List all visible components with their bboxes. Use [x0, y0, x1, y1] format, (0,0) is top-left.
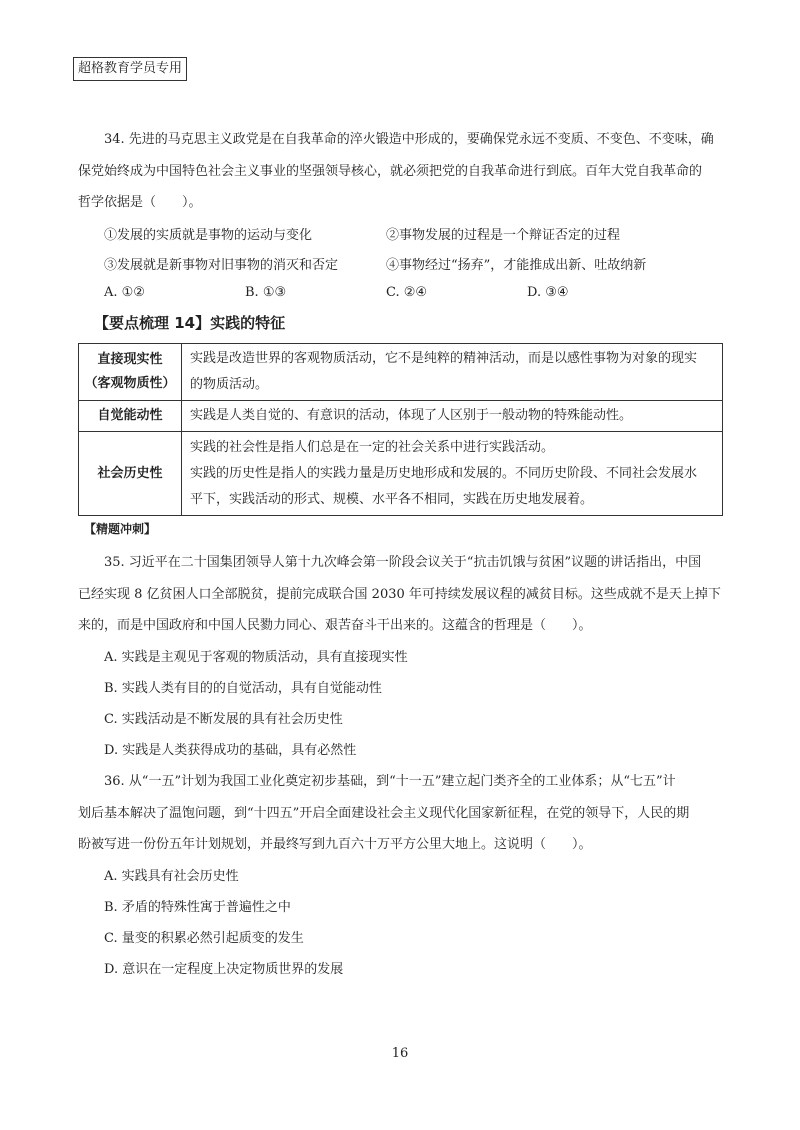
section-title: 【要点梳理 14】实践的特征: [94, 314, 286, 332]
q36-line-3: 盼被写进一份份五年计划规划，并最终写到九百六十万平方公里大地上。这说明（ ）。: [78, 837, 592, 852]
table-value-cell: [182, 401, 723, 432]
table-key-label: 自觉能动性: [97, 408, 163, 423]
q34-line-2: 保党始终成为中国特色社会主义事业的坚强领导核心，就必须把党的自我革命进行到底。百年大党自我革命的: [78, 164, 703, 179]
q35-option-d: D. 实践是人类获得成功的基础，具有必然性: [104, 743, 357, 758]
q36-option-c: C. 量变的积累必然引起质变的发生: [104, 931, 304, 946]
q34-line-3: 哲学依据是（ ）。: [78, 195, 202, 210]
q35-option-c: C. 实践活动是不断发展的具有社会历史性: [104, 712, 343, 727]
q36-option-d: D. 意识在一定程度上决定物质世界的发展: [104, 962, 344, 977]
q34-item-4: ④事物经过“扬弃”，才能推成出新、吐故纳新: [386, 258, 647, 273]
table-value-cell: [182, 344, 723, 401]
q35-option-a: A. 实践是主观见于客观的物质活动，具有直接现实性: [104, 650, 408, 665]
q34-option-c: C. ②④: [386, 285, 428, 300]
table-value-line: 实践的社会性是指人们总是在一定的社会关系中进行实践活动。: [190, 439, 555, 455]
q35-option-b: B. 实践人类有目的的自觉活动，具有自觉能动性: [104, 681, 382, 696]
q36-option-b: B. 矛盾的特殊性寓于普遍性之中: [104, 900, 291, 915]
table-value-line: 实践是人类自觉的、有意识的活动，体现了人区别于一般动物的特殊能动性。: [190, 408, 633, 423]
drill-section-label: 【精题冲刺】: [84, 522, 157, 536]
table-value-line: 的物质活动。: [190, 377, 269, 392]
table-key-label: 直接现实性: [97, 352, 163, 367]
table-row: [79, 432, 723, 516]
header-tag: 超格教育学员专用: [73, 57, 187, 81]
table-value-line: 平下，实践活动的形式、规模、水平各不相同，实践在历史地发展着。: [190, 491, 594, 507]
q35-line-2: 已经实现 8 亿贫困人口全部脱贫，提前完成联合国 2030 年可持续发展议程的减贫目标。这些成就不是天上掉下: [78, 587, 721, 602]
q34-option-a: A. ①②: [104, 285, 145, 300]
table-key-sublabel: （客观物质性）: [84, 376, 176, 391]
q34-option-d: D. ③④: [527, 285, 569, 300]
table-value-line: 实践的历史性是指人的实践力量是历史地形成和发展的。不同历史阶段、不同社会发展水: [190, 465, 698, 481]
q36-line-2: 划后基本解决了温饱问题，到“十四五”开启全面建设社会主义现代化国家新征程，在党的领导下，人民的期: [78, 806, 690, 821]
table-key-cell: [79, 401, 182, 432]
q35-line-3: 来的，而是中国政府和中国人民勠力同心、艰苦奋斗干出来的。这蕴含的哲理是（ ）。: [78, 618, 592, 633]
table-row: [79, 344, 723, 401]
q35-line-1: 35. 习近平在二十国集团领导人第十九次峰会第一阶段会议关于“抗击饥饿与贫困”议题的讲话指出，中国: [104, 555, 702, 570]
q34-item-2: ②事物发展的过程是一个辩证否定的过程: [386, 228, 621, 243]
table-key-label: 社会历史性: [97, 465, 163, 481]
practice-features-table: [78, 343, 723, 516]
q34-line-1: 34. 先进的马克思主义政党是在自我革命的淬火锻造中形成的，要确保党永远不变质、不变色、不变味，确: [104, 132, 714, 147]
table-key-cell: [79, 344, 182, 401]
page-number: 16: [391, 1046, 409, 1061]
table-key-cell: [79, 432, 182, 516]
q36-option-a: A. 实践具有社会历史性: [104, 869, 239, 884]
q34-item-3: ③发展就是新事物对旧事物的消灭和否定: [104, 258, 339, 273]
q34-item-1: ①发展的实质就是事物的运动与变化: [104, 228, 313, 243]
q34-option-b: B. ①③: [245, 285, 287, 300]
table-row: [79, 401, 723, 432]
q36-line-1: 36. 从“一五”计划为我国工业化奠定初步基础，到“十一五”建立起门类齐全的工业体系；从“七五”计: [104, 774, 676, 789]
table-value-line: 实践是改造世界的客观物质活动，它不是纯粹的精神活动，而是以感性事物为对象的现实: [190, 351, 698, 366]
table-value-cell: [182, 432, 723, 516]
